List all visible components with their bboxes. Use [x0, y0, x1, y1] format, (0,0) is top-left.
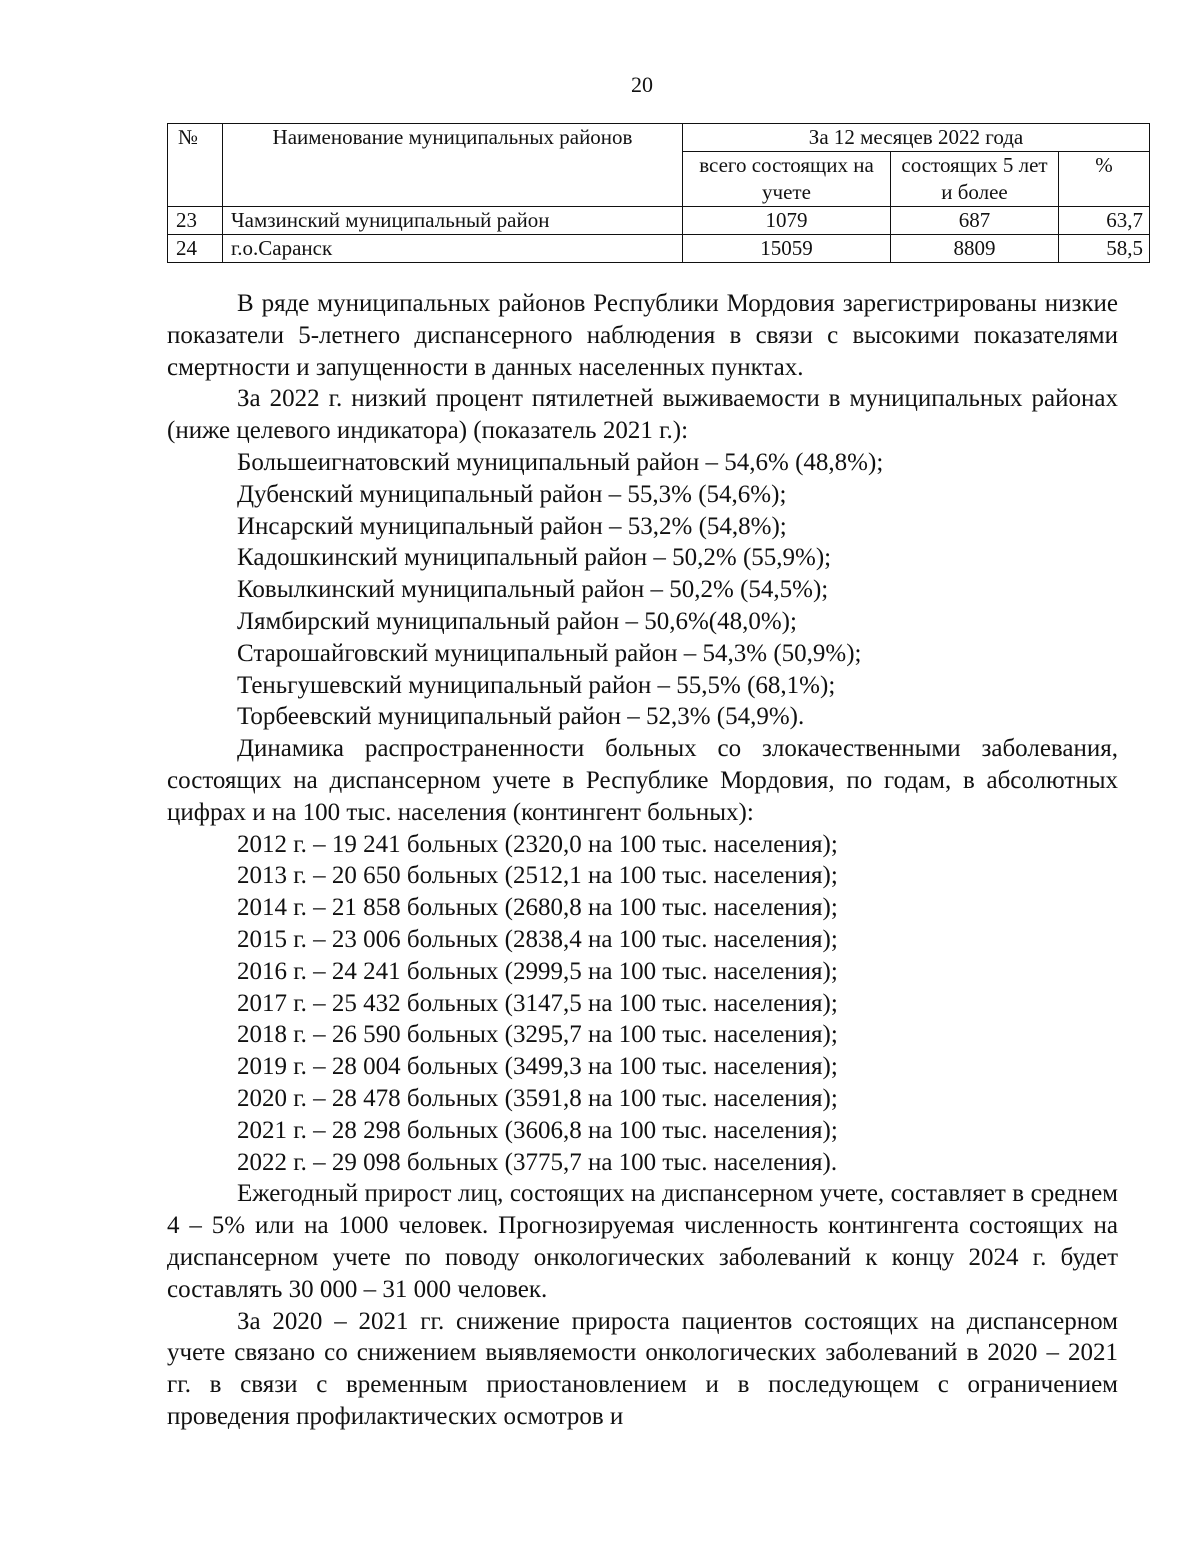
row-name: Чамзинский муниципальный район — [223, 207, 683, 235]
district-list — [167, 447, 1118, 733]
row-num: 23 — [168, 207, 223, 235]
list-item: 2017 г. – 25 432 больных (3147,5 на 100 тыс. населения); — [237, 989, 838, 1017]
table-row — [168, 207, 1150, 235]
header-period: За 12 месяцев 2022 года — [683, 124, 1150, 152]
list-item: Кадошкинский муниципальный район – 50,2% (55,9%); — [237, 544, 832, 572]
list-item: 2020 г. – 28 478 больных (3591,8 на 100 тыс. населения); — [237, 1084, 838, 1112]
list-item: Большеигнатовский муниципальный район – 54,6% (48,8%); — [237, 448, 884, 476]
row-percent: 63,7 — [1059, 207, 1150, 235]
list-item: Дубенский муниципальный район – 55,3% (54,6%); — [237, 480, 787, 508]
list-item: 2014 г. – 21 858 больных (2680,8 на 100 тыс. населения); — [237, 894, 838, 922]
header-five-years: состоящих 5 лет и более — [891, 152, 1059, 207]
list-item: Ковылкинский муниципальный район – 50,2% (54,5%); — [237, 576, 829, 604]
row-percent: 58,5 — [1059, 235, 1150, 263]
row-name: г.о.Саранск — [223, 235, 683, 263]
list-item: 2015 г. – 23 006 больных (2838,4 на 100 тыс. населения); — [237, 925, 838, 953]
list-item: 2019 г. – 28 004 больных (3499,3 на 100 тыс. населения); — [237, 1053, 838, 1081]
paragraph: В ряде муниципальных районов Республики Мордовия зарегистрированы низкие показатели 5-летнего диспансерного наблюдения в связи с высокими показателями смертности и запущенности в данных населенных пунктах. — [167, 290, 1118, 381]
body-text — [167, 288, 1118, 1433]
list-item: 2016 г. – 24 241 больных (2999,5 на 100 тыс. населения); — [237, 957, 838, 985]
header-name: Наименование муниципальных районов — [223, 124, 683, 207]
page-number: 20 — [631, 72, 653, 97]
table-row — [168, 235, 1150, 263]
list-item: Теньгушевский муниципальный район – 55,5% (68,1%); — [237, 671, 836, 699]
list-item: 2013 г. – 20 650 больных (2512,1 на 100 тыс. населения); — [237, 862, 838, 890]
table-header-row — [168, 124, 1150, 152]
year-list — [167, 829, 1118, 1179]
header-percent: % — [1059, 152, 1150, 207]
row-num: 24 — [168, 235, 223, 263]
list-item: 2022 г. – 29 098 больных (3775,7 на 100 тыс. населения). — [237, 1148, 838, 1176]
row-five-years: 8809 — [891, 235, 1059, 263]
row-total: 1079 — [683, 207, 891, 235]
districts-table — [167, 123, 1150, 263]
paragraph: Ежегодный прирост лиц, состоящих на диспансерном учете, составляет в среднем 4 – 5% или на 1000 человек. Прогнозируемая численность контингента состоящих на диспансерном учете по поводу онкологических заболеваний к концу 2024 г. будет составлять 30 000 – 31 000 человек. — [167, 1180, 1118, 1303]
list-item: 2018 г. – 26 590 больных (3295,7 на 100 тыс. населения); — [237, 1021, 838, 1049]
list-item: 2021 г. – 28 298 больных (3606,8 на 100 тыс. населения); — [237, 1116, 838, 1144]
paragraph: Динамика распространенности больных со злокачественными заболевания, состоящих на диспансерном учете в Республике Мордовия, по годам, в абсолютных цифрах и на 100 тыс. населения (контингент больных): — [167, 735, 1118, 826]
list-item: 2012 г. – 19 241 больных (2320,0 на 100 тыс. населения); — [237, 830, 838, 858]
paragraph: За 2020 – 2021 гг. снижение прироста пациентов состоящих на диспансерном учете связано со снижением выявляемости онкологических заболеваний в 2020 – 2021 гг. в связи с временным приостановлением и в последующем с ограничением проведения профилактических осмотров и — [167, 1307, 1118, 1430]
row-five-years: 687 — [891, 207, 1059, 235]
row-total: 15059 — [683, 235, 891, 263]
paragraph: За 2022 г. низкий процент пятилетней выживаемости в муниципальных районах (ниже целевого индикатора) (показатель 2021 г.): — [167, 385, 1118, 445]
list-item: Торбеевский муниципальный район – 52,3% (54,9%). — [237, 703, 805, 731]
header-total: всего состоящих на учете — [683, 152, 891, 207]
header-num: № — [168, 124, 223, 207]
list-item: Инсарский муниципальный район – 53,2% (54,8%); — [237, 512, 787, 540]
list-item: Старошайговский муниципальный район – 54,3% (50,9%); — [237, 639, 862, 667]
list-item: Лямбирский муниципальный район – 50,6%(48,0%); — [237, 607, 797, 635]
